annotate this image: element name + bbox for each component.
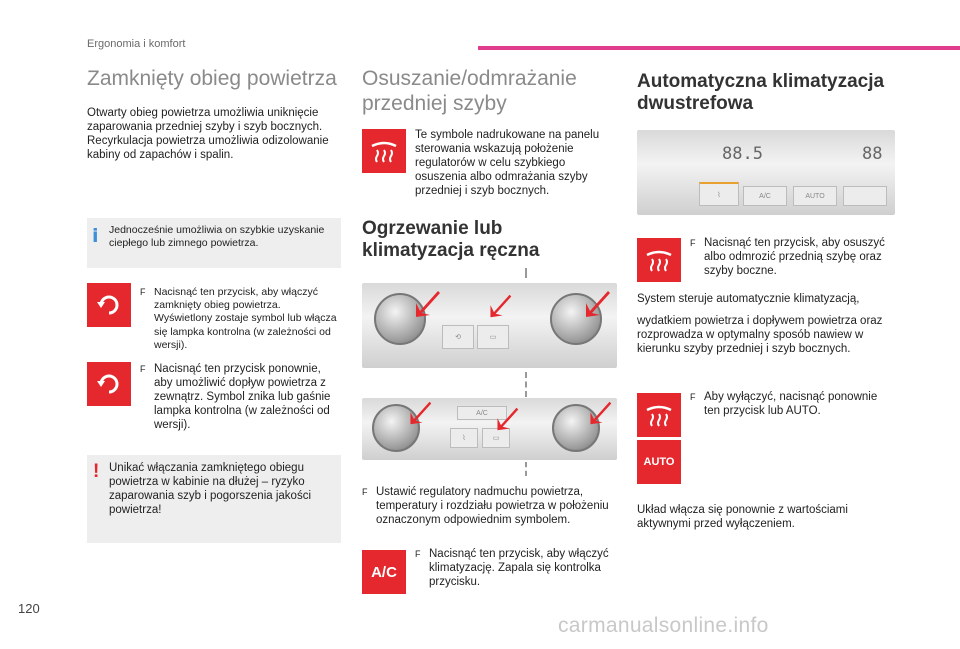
section-label: Ergonomia i komfort [87, 38, 186, 50]
col1-step2 [140, 362, 340, 432]
page-number: 120 [18, 601, 40, 616]
bullet-icon: F [362, 487, 368, 497]
red-arrow-icon [587, 400, 613, 426]
red-arrow-icon [494, 406, 520, 432]
red-arrow-icon [487, 293, 513, 319]
watermark: carmanualsonline.info [558, 614, 769, 637]
col2-step1 [362, 485, 612, 527]
col3-step1 [690, 236, 890, 278]
recirculation-button-icon [87, 283, 131, 327]
rear-defrost-panel-button: ▭ [482, 428, 510, 448]
red-arrow-icon [412, 289, 442, 319]
manual-panel-photo-2 [362, 398, 617, 460]
auto-panel-button: AUTO [793, 186, 837, 206]
warning-box [87, 455, 341, 543]
col2-step1-text: Ustawić regulatory nadmuchu powietrza, temperatury i rozdziału powietrza w położeniu oznaczonym odpowiednim symbolem. [376, 486, 609, 526]
col3-step2 [690, 390, 890, 418]
recirculation-icon [95, 370, 123, 398]
divider [525, 268, 527, 278]
col1-step2-text: Nacisnąć ten przycisk ponownie, aby umożliwić dopływ powietrza z zewnątrz. Symbol znika lub gaśnie lampka kontrolna (w zależności od wersji). [154, 363, 331, 431]
col1-title: Zamknięty obieg powietrza [87, 67, 337, 90]
windscreen-defrost-icon [369, 138, 399, 164]
tip-text: Jednocześnie umożliwia on szybkie uzyskanie ciepłego lub zimnego powietrza. [109, 224, 325, 250]
col2-intro: Te symbole nadrukowane na panelu sterowania wskazują położenie regulatorów w celu szybkiego osuszenia albo odmrażania szyby przedniej i szyb bocznych. [415, 129, 600, 197]
windscreen-defrost-icon [644, 402, 674, 428]
ac-panel-button: A/C [743, 186, 787, 206]
info-icon: i [92, 225, 99, 247]
col3-p2: wydatkiem powietrza i dopływem powietrza oraz rozprowadza w optymalny sposób nawiew w kierunku szyby przedniej i szyb bocznych. [637, 315, 883, 355]
divider [525, 372, 527, 397]
bullet-icon: F [140, 364, 146, 374]
max-defrost-panel-button: ⌇ [699, 182, 739, 206]
defrost-button-icon-3 [637, 393, 681, 437]
tip-box [87, 218, 341, 268]
blank-panel-button [843, 186, 887, 206]
right-temp-display: 88 [862, 144, 883, 164]
defrost-button-icon [362, 129, 406, 173]
bullet-icon: F [690, 392, 696, 402]
left-temp-display: 88.5 [722, 144, 763, 164]
recirculation-button-icon-2 [87, 362, 131, 406]
recirc-panel-button: ⟲ [442, 325, 474, 349]
recirculation-icon [95, 291, 123, 319]
col1-intro: Otwarty obieg powietrza umożliwia uniknięcie zaparowania przedniej szyby i szyb bocznych. Recyrkulacja powietrza umożliwia odizolowanie kabiny od zapachów i spalin. [87, 107, 329, 161]
col3-p1: System steruje automatycznie klimatyzacją, [637, 293, 860, 305]
auto-button-icon: AUTO [637, 440, 681, 484]
red-arrow-icon [407, 400, 433, 426]
accent-bar [478, 46, 960, 50]
col1-step1 [140, 286, 340, 352]
col3-title: Automatyczna klimatyzacja dwustrefowa [637, 71, 885, 114]
warning-icon: ! [93, 461, 100, 482]
bullet-icon: F [415, 549, 421, 559]
warning-text: Unikać włączania zamkniętego obiegu powietrza w kabinie na dłużej – ryzyko zaparowania szyb i pogorszenia jakości powietrza! [109, 462, 311, 516]
auto-panel-photo [637, 130, 895, 215]
red-arrow-icon [582, 289, 612, 319]
col3-p3: Układ włącza się ponownie z wartościami aktywnymi przed wyłączeniem. [637, 504, 848, 530]
col2-title: Osuszanie/odmrażanie przedniej szyby [362, 67, 577, 115]
rear-defrost-panel-button: ▭ [477, 325, 509, 349]
ac-panel-button: A/C [457, 406, 507, 420]
windscreen-defrost-icon [644, 247, 674, 273]
col2-subtitle: Ogrzewanie lub klimatyzacja ręczna [362, 218, 540, 261]
col3-step2-text: Aby wyłączyć, nacisnąć ponownie ten przycisk lub AUTO. [704, 391, 878, 417]
col2-step2 [415, 547, 615, 589]
bullet-icon: F [140, 287, 146, 297]
defrost-button-icon-2 [637, 238, 681, 282]
manual-panel-photo-1 [362, 283, 617, 368]
bullet-icon: F [690, 238, 696, 248]
col3-step1-text: Nacisnąć ten przycisk, aby osuszyć albo odmrozić przednią szybę oraz szyby boczne. [704, 237, 885, 277]
defrost-panel-button: ⌇ [450, 428, 478, 448]
col1-step1-text: Nacisnąć ten przycisk, aby włączyć zamknięty obieg powietrza. Wyświetlony zostaje symbol lub włącza się lampka kontrolna (w zależności od wersji). [154, 286, 337, 351]
ac-button-icon: A/C [362, 550, 406, 594]
divider [525, 462, 527, 476]
col2-step2-text: Nacisnąć ten przycisk, aby włączyć klimatyzację. Zapala się kontrolka przycisku. [429, 548, 609, 588]
